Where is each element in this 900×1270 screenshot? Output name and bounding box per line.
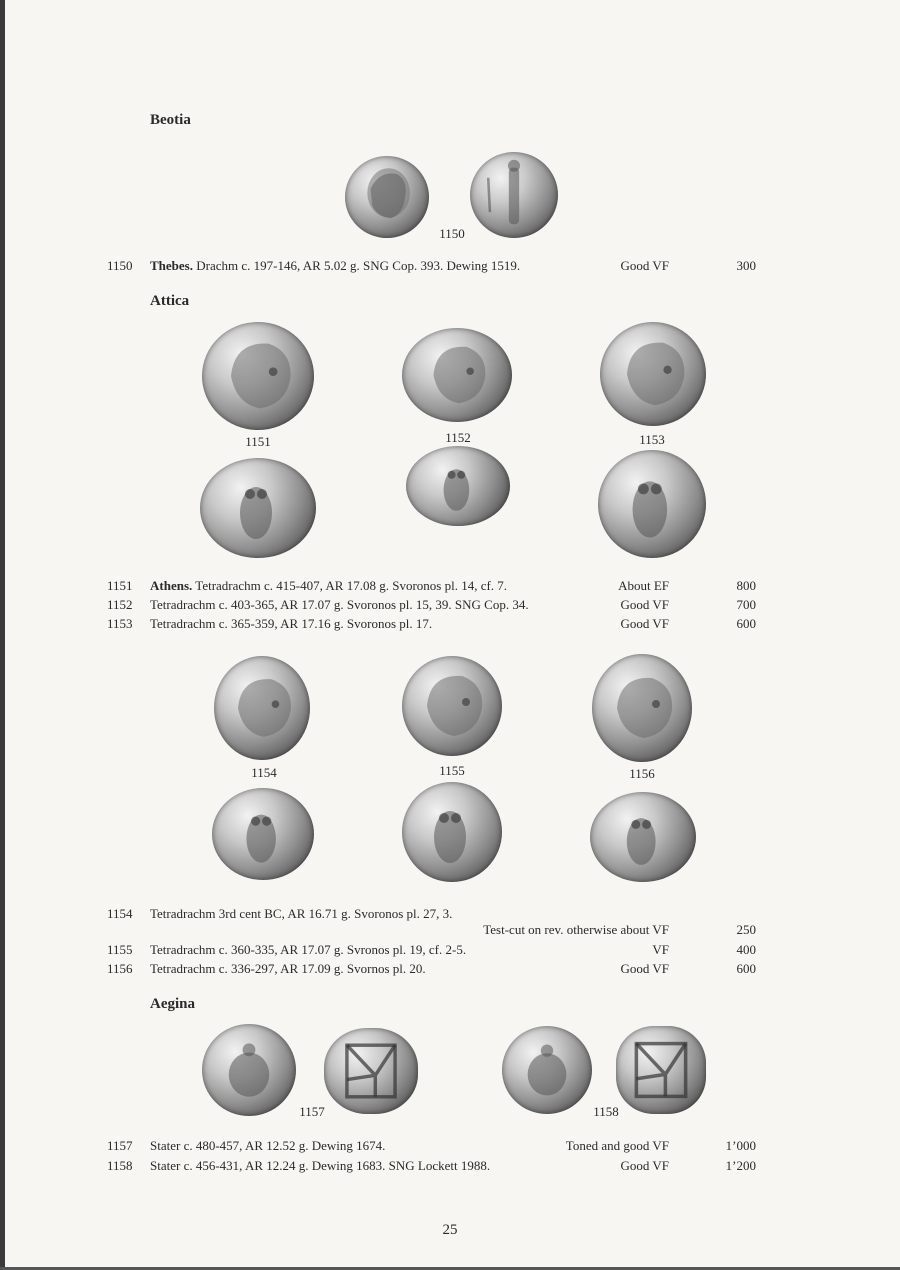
lot-description: Tetradrachm c. 360-335, AR 17.07 g. Svronos pl. 19, cf. 2-5. — [150, 942, 467, 957]
coin-1150-reverse-standing-figure — [470, 152, 558, 238]
lot-number: 1157 — [107, 1138, 133, 1153]
lot-grade: Good VF — [620, 961, 669, 976]
lot-grade: Test-cut on rev. otherwise about VF — [483, 922, 669, 937]
lot-number: 1151 — [107, 578, 133, 593]
coin-1150-obverse-zeus-head — [345, 156, 429, 238]
coin-1158-reverse-incuse-square — [616, 1026, 706, 1114]
coin-1155-reverse-owl — [402, 782, 502, 882]
lot-number: 1158 — [107, 1158, 133, 1173]
lot-price: 700 — [736, 597, 756, 612]
coin-label-1158: 1158 — [593, 1104, 619, 1119]
lot-row-1157 — [0, 1138, 900, 1156]
coin-1155-obverse-athena-head — [402, 656, 502, 756]
lot-place: Athens. — [150, 578, 193, 593]
coin-label-1150: 1150 — [439, 226, 465, 241]
lot-grade: About EF — [618, 578, 669, 593]
lot-number: 1154 — [107, 906, 133, 921]
lot-grade: Good VF — [620, 1158, 669, 1173]
lot-price: 250 — [736, 922, 756, 937]
section-title-beotia: Beotia — [150, 112, 191, 128]
coin-1157-reverse-incuse-square — [324, 1028, 418, 1114]
lot-grade: VF — [652, 942, 669, 957]
coin-1157-obverse-turtle — [202, 1024, 296, 1116]
lot-number: 1156 — [107, 961, 133, 976]
coin-1153-obverse-athena-head — [600, 322, 706, 426]
section-title-attica: Attica — [150, 293, 190, 309]
section-title-aegina: Aegina — [150, 996, 195, 1012]
coin-1152-obverse-athena-head — [402, 328, 512, 422]
lot-place: Thebes. — [150, 258, 193, 273]
coin-label-1155: 1155 — [439, 763, 465, 778]
lot-number: 1153 — [107, 616, 133, 631]
lot-grade: Good VF — [620, 597, 669, 612]
lot-grade: Good VF — [620, 258, 669, 273]
page-edge — [0, 0, 5, 1270]
lot-description: Tetradrachm c. 365-359, AR 17.16 g. Svoronos pl. 17. — [150, 616, 433, 631]
lot-price: 800 — [736, 578, 756, 593]
lot-row-1152 — [0, 597, 900, 615]
lot-row-1156 — [0, 961, 900, 979]
lot-row-1158 — [0, 1158, 900, 1176]
lot-price: 400 — [736, 942, 756, 957]
coin-1153-reverse-owl — [598, 450, 706, 558]
coin-1158-obverse-turtle — [502, 1026, 592, 1114]
lot-description: Stater c. 456-431, AR 12.24 g. Dewing 1683. SNG Lockett 1988. — [150, 1158, 491, 1173]
lot-number: 1155 — [107, 942, 133, 957]
coin-1154-obverse-athena-head — [214, 656, 310, 760]
lot-number: 1150 — [107, 258, 133, 273]
coin-label-1156: 1156 — [629, 766, 655, 781]
coin-label-1153: 1153 — [639, 432, 665, 447]
lot-description: Tetradrachm c. 336-297, AR 17.09 g. Svornos pl. 20. — [150, 961, 426, 976]
coin-1151-obverse-athena-head — [202, 322, 314, 430]
lot-grade: Good VF — [620, 616, 669, 631]
lot-price: 1’000 — [725, 1138, 756, 1153]
coin-label-1157: 1157 — [299, 1104, 325, 1119]
lot-description: Tetradrachm c. 403-365, AR 17.07 g. Svoronos pl. 15, 39. SNG Cop. 34. — [150, 597, 529, 612]
coin-1154-reverse-owl — [212, 788, 314, 880]
coin-label-1154: 1154 — [251, 765, 277, 780]
lot-description: Thebes. Drachm c. 197-146, AR 5.02 g. SNG Cop. 393. Dewing 1519. — [150, 258, 521, 273]
coin-label-1152: 1152 — [445, 430, 471, 445]
coin-1156-reverse-owl — [590, 792, 696, 882]
lot-description: Tetradrachm 3rd cent BC, AR 16.71 g. Svoronos pl. 27, 3. — [150, 906, 453, 921]
lot-row-1150 — [0, 258, 900, 276]
lot-price: 600 — [736, 616, 756, 631]
lot-row-1153 — [0, 616, 900, 634]
lot-description: Athens. Tetradrachm c. 415-407, AR 17.08 g. Svoronos pl. 14, cf. 7. — [150, 578, 508, 593]
lot-row-1154-grade — [0, 922, 900, 940]
lot-row-1151 — [0, 578, 900, 596]
coin-1151-reverse-owl — [200, 458, 316, 558]
lot-description: Stater c. 480-457, AR 12.52 g. Dewing 1674. — [150, 1138, 386, 1153]
lot-price: 1’200 — [725, 1158, 756, 1173]
coin-1152-reverse-owl — [406, 446, 510, 526]
page-number: 25 — [442, 1222, 458, 1238]
lot-row-1155 — [0, 942, 900, 960]
lot-grade: Toned and good VF — [565, 1138, 669, 1153]
coin-1156-obverse-athena-head — [592, 654, 692, 762]
lot-price: 600 — [736, 961, 756, 976]
lot-number: 1152 — [107, 597, 133, 612]
lot-price: 300 — [736, 258, 756, 273]
coin-label-1151: 1151 — [245, 434, 271, 449]
